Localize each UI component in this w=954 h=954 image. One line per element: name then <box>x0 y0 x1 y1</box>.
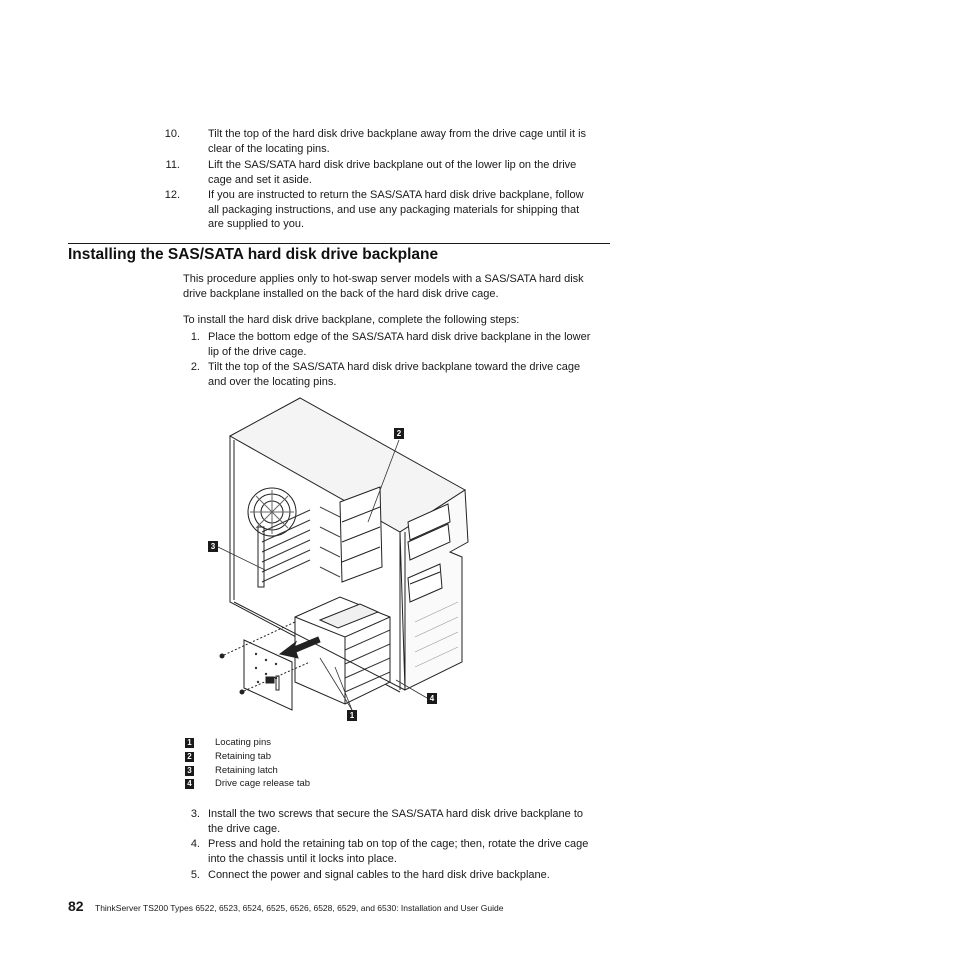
server-backplane-figure <box>200 392 480 732</box>
legend-label: Drive cage release tab <box>215 778 311 789</box>
step-number: 10. <box>164 128 180 140</box>
step-number: 3. <box>190 808 200 820</box>
footer-title: ThinkServer TS200 Types 6522, 6523, 6524, 6525, 6526, 6528, 6529, and 6530: Installation and User Guide <box>95 903 504 913</box>
step-text-line: lip of the drive cage. <box>208 345 307 358</box>
step-number: 1. <box>190 331 200 343</box>
intro-line: drive backplane installed on the back of the hard disk drive cage. <box>183 287 499 300</box>
callout-4: 4 <box>427 693 437 704</box>
step-text-line: Install the two screws that secure the SAS/SATA hard disk drive backplane to <box>208 808 583 820</box>
step-text-line: and over the locating pins. <box>208 375 337 388</box>
callout-2: 2 <box>394 428 404 439</box>
legend-callout-box: 3 <box>185 766 194 776</box>
page-number: 82 <box>68 898 84 914</box>
step-number: 5. <box>190 869 200 881</box>
step-number: 11. <box>165 159 180 171</box>
step-text-line: into the chassis until it locks into place. <box>208 852 397 865</box>
server-chassis-illustration <box>200 392 480 732</box>
legend-label: Retaining latch <box>215 765 278 776</box>
legend-callout-box: 2 <box>185 752 194 762</box>
step-text-line: all packaging instructions, and use any packaging materials for shipping that <box>208 203 580 216</box>
legend-label: Retaining tab <box>215 751 271 762</box>
step-text-line: Press and hold the retaining tab on top of the cage; then, rotate the drive cage <box>208 838 589 850</box>
intro-line: This procedure applies only to hot-swap server models with a SAS/SATA hard disk <box>183 273 584 285</box>
legend-callout-box: 4 <box>185 779 194 789</box>
step-number: 2. <box>190 361 200 373</box>
step-text-line: Tilt the top of the hard disk drive backplane away from the drive cage until it is <box>208 128 587 140</box>
step-text-line: are supplied to you. <box>208 218 305 230</box>
step-number: 4. <box>190 838 200 850</box>
step-text-line: Tilt the top of the SAS/SATA hard disk drive backplane toward the drive cage <box>208 361 581 373</box>
step-text-line: clear of the locating pins. <box>208 142 330 155</box>
step-text-line: Place the bottom edge of the SAS/SATA hard disk drive backplane in the lower <box>208 331 591 343</box>
step-text-line: cage and set it aside. <box>208 173 312 186</box>
lead-in: To install the hard disk drive backplane, complete the following steps: <box>183 314 520 326</box>
callout-3: 3 <box>208 541 218 552</box>
legend-label: Locating pins <box>215 737 271 748</box>
step-text-line: Connect the power and signal cables to the hard disk drive backplane. <box>208 869 550 881</box>
section-heading: Installing the SAS/SATA hard disk drive backplane <box>68 246 439 263</box>
section-rule <box>68 243 610 244</box>
step-text-line: If you are instructed to return the SAS/SATA hard disk drive backplane, follow <box>208 189 584 201</box>
step-text-line: the drive cage. <box>208 822 281 835</box>
legend-callout-box: 1 <box>185 738 194 748</box>
step-text-line: Lift the SAS/SATA hard disk drive backplane out of the lower lip on the drive <box>208 159 577 171</box>
callout-1: 1 <box>347 710 357 721</box>
step-number: 12. <box>164 189 180 201</box>
